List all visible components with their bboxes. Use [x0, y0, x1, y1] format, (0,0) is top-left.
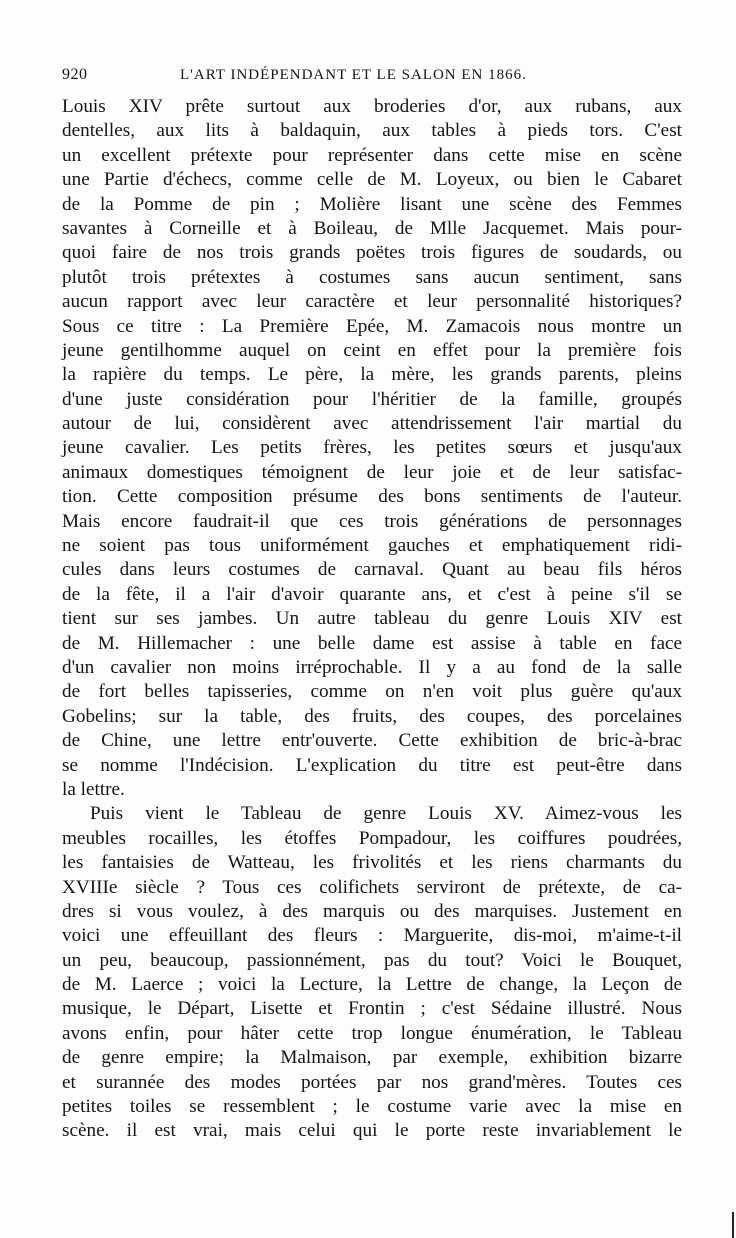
text-line: scène. il est vrai, mais celui qui le porte reste invariablement le	[62, 1120, 682, 1142]
text-line: une Partie d'échecs, comme celle de M. Loyeux, ou bien le Cabaret	[62, 169, 682, 191]
text-line: voici une effeuillant des fleurs : Marguerite, dis-moi, m'aime-t-il	[62, 925, 682, 947]
text-line: quoi faire de nos trois grands poëtes trois figures de soudards, ou	[62, 242, 682, 264]
text-line: de M. Laerce ; voici la Lecture, la Lettre de change, la Leçon de	[62, 974, 682, 996]
text-line: d'un cavalier non moins irréprochable. Il y a au fond de la salle	[62, 656, 682, 678]
text-line: avons enfin, pour hâter cette trop longue énumération, le Tableau	[62, 1022, 682, 1044]
text-line: de la Pomme de pin ; Molière lisant une scène des Femmes	[62, 193, 682, 215]
text-line: dentelles, aux lits à baldaquin, aux tables à pieds tors. C'est	[62, 120, 682, 142]
text-line: Gobelins; sur la table, des fruits, des coupes, des porcelaines	[62, 705, 682, 727]
text-line: jeune gentilhomme auquel on ceint en effet pour la première fois	[62, 339, 682, 361]
paragraph-2	[62, 802, 682, 1143]
text-line: cules dans leurs costumes de carnaval. Quant au beau fils héros	[62, 559, 682, 581]
text-line: un excellent prétexte pour représenter dans cette mise en scène	[62, 144, 682, 166]
text-line: les fantaisies de Watteau, les frivolités et les riens charmants du	[62, 852, 682, 874]
text-line: dres si vous voulez, à des marquis ou des marquises. Justement en	[62, 900, 682, 922]
text-line: un peu, beaucoup, passionnément, pas du tout? Voici le Bouquet,	[62, 949, 682, 971]
text-line: musique, le Départ, Lisette et Frontin ; c'est Sédaine illustré. Nous	[62, 998, 682, 1020]
text-line: meubles rocailles, les étoffes Pompadour, les coiffures poudrées,	[62, 827, 682, 849]
text-line: Sous ce titre : La Première Epée, M. Zamacois nous montre un	[62, 315, 682, 337]
page-header	[62, 66, 682, 86]
text-line: tion. Cette composition présume des bons sentiments de l'auteur.	[62, 486, 682, 508]
page-number: 920	[62, 66, 88, 83]
text-line: savantes à Corneille et à Boileau, de Mlle Jacquemet. Mais pour-	[62, 217, 682, 239]
text-line: se nomme l'Indécision. L'explication du titre est peut-être dans	[62, 754, 682, 776]
text-line: tient sur ses jambes. Un autre tableau du genre Louis XIV est	[62, 608, 682, 630]
text-line: animaux domestiques témoignent de leur joie et de leur satisfac-	[62, 461, 682, 483]
text-line: de fort belles tapisseries, comme on n'en voit plus guère qu'aux	[62, 681, 682, 703]
text-line: la lettre.	[62, 778, 125, 800]
running-head: L'ART INDÉPENDANT ET LE SALON EN 1866.	[180, 67, 527, 83]
text-line: de genre empire; la Malmaison, par exemple, exhibition bizarre	[62, 1047, 682, 1069]
scan-edge-mark	[732, 1212, 734, 1238]
text-line: plutôt trois prétextes à costumes sans aucun sentiment, sans	[62, 266, 682, 288]
text-line: et surannée des modes portées par nos grand'mères. Toutes ces	[62, 1071, 682, 1093]
text-line: la rapière du temps. Le père, la mère, les grands parents, pleins	[62, 364, 682, 386]
text-line: XVIIIe siècle ? Tous ces colifichets serviront de prétexte, de ca-	[62, 876, 682, 898]
paragraph-1	[62, 95, 682, 802]
text-line: Puis vient le Tableau de genre Louis XV. Aimez-vous les	[90, 803, 682, 825]
text-line: Louis XIV prête surtout aux broderies d'or, aux rubans, aux	[62, 96, 682, 117]
text-line: aucun rapport avec leur caractère et leur personnalité historiques?	[62, 291, 682, 313]
text-line: petites toiles se ressemblent ; le costume varie avec la mise en	[62, 1096, 682, 1118]
text-line: de Chine, une lettre entr'ouverte. Cette exhibition de bric-à-brac	[62, 730, 682, 752]
text-line: de M. Hillemacher : une belle dame est assise à table en face	[62, 632, 682, 654]
text-line: ne soient pas tous uniformément gauches et emphatiquement ridi-	[62, 535, 682, 557]
text-line: autour de lui, considèrent avec attendrissement l'air martial du	[62, 413, 682, 435]
text-line: d'une juste considération pour l'héritier de la famille, groupés	[62, 388, 682, 410]
text-line: de la fête, il a l'air d'avoir quarante ans, et c'est à peine s'il se	[62, 583, 682, 605]
body-text	[62, 95, 682, 1144]
text-line: Mais encore faudrait-il que ces trois générations de personnages	[62, 510, 682, 532]
text-line: jeune cavalier. Les petits frères, les petites sœurs et jusqu'aux	[62, 437, 682, 459]
